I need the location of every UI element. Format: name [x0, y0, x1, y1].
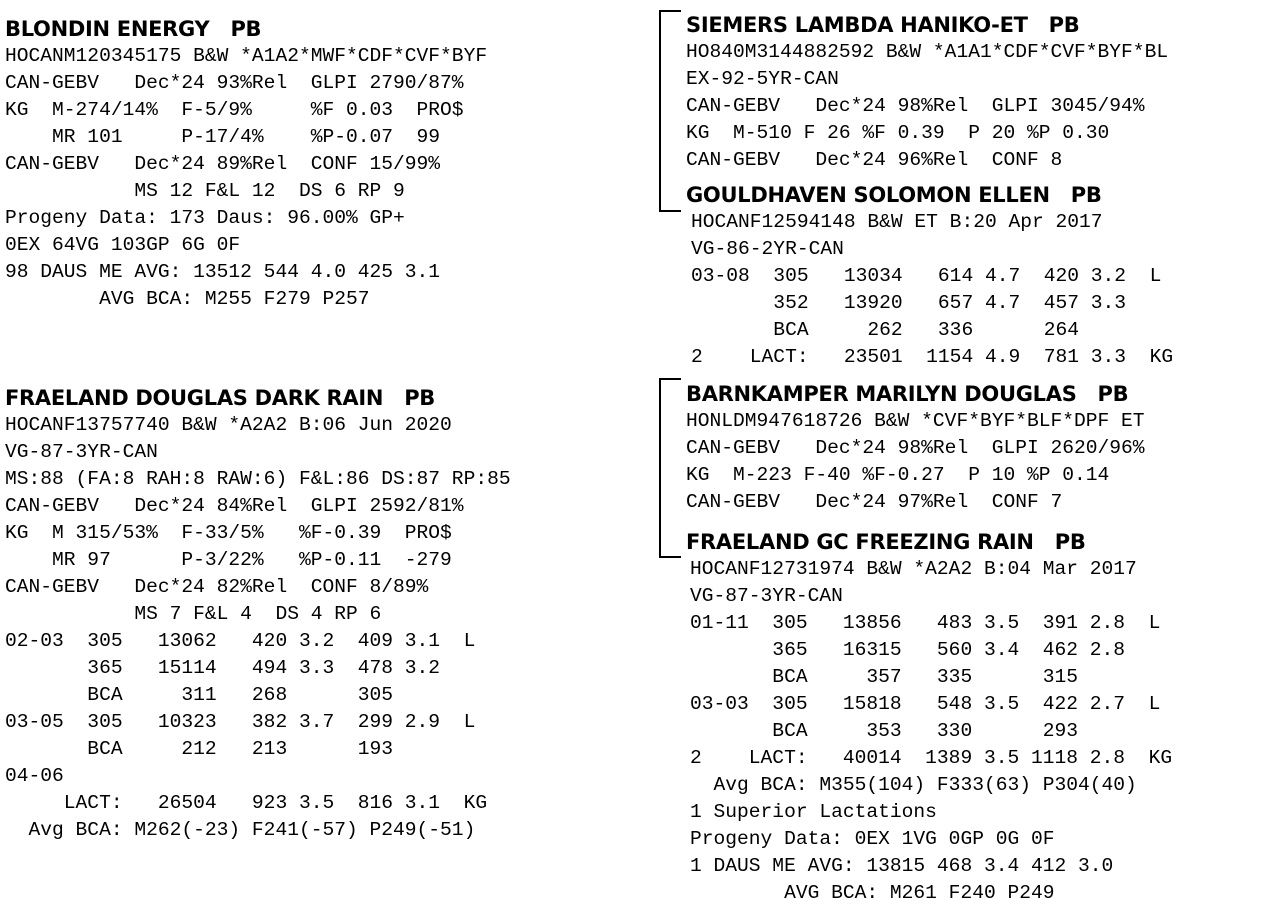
lactation-line: BCA 311 268 305 [5, 684, 394, 706]
lactation-line: 365 16315 560 3.4 462 2.8 [690, 639, 1126, 661]
detail-line: HOCANF12731974 B&W *A2A2 B:04 Mar 2017 [690, 558, 1137, 580]
animal-name: BLONDIN ENERGY PB [5, 17, 262, 41]
pedigree-bracket-dam [659, 378, 681, 558]
detail-line: 98 DAUS ME AVG: 13512 544 4.0 425 3.1 [5, 261, 441, 283]
detail-line: CAN-GEBV Dec*24 98%Rel GLPI 3045/94% [686, 95, 1145, 117]
lactation-line: 03-08 305 13034 614 4.7 420 3.2 L [691, 265, 1162, 287]
animal-name: FRAELAND GC FREEZING RAIN PB [686, 530, 1086, 554]
detail-line: HO840M3144882592 B&W *A1A1*CDF*CVF*BYF*BL [686, 41, 1169, 63]
detail-line: 1 DAUS ME AVG: 13815 468 3.4 412 3.0 [690, 855, 1114, 877]
detail-line: AVG BCA: M255 F279 P257 [5, 288, 370, 310]
pedigree-bracket-sire [659, 10, 681, 212]
detail-line: CAN-GEBV Dec*24 82%Rel CONF 8/89% [5, 576, 429, 598]
detail-line: MS 12 F&L 12 DS 6 RP 9 [5, 180, 405, 202]
detail-line: KG M-510 F 26 %F 0.39 P 20 %P 0.30 [686, 122, 1110, 144]
lactation-line: 04-06 [5, 765, 64, 787]
detail-line: CAN-GEBV Dec*24 97%Rel CONF 7 [686, 491, 1063, 513]
lactation-line: 01-11 305 13856 483 3.5 391 2.8 L [690, 612, 1161, 634]
detail-line: CAN-GEBV Dec*24 84%Rel GLPI 2592/81% [5, 495, 464, 517]
detail-line: HOCANM120345175 B&W *A1A2*MWF*CDF*CVF*BYF [5, 45, 488, 67]
detail-line: MR 97 P-3/22% %P-0.11 -279 [5, 549, 452, 571]
detail-line: Progeny Data: 0EX 1VG 0GP 0G 0F [690, 828, 1055, 850]
animal-name: SIEMERS LAMBDA HANIKO-ET PB [686, 13, 1080, 37]
pedigree-entry-marilyn [686, 381, 1145, 516]
detail-line: KG M-274/14% F-5/9% %F 0.03 PRO$ [5, 99, 464, 121]
lactation-line: 352 13920 657 4.7 457 3.3 [691, 292, 1127, 314]
detail-line: 0EX 64VG 103GP 6G 0F [5, 234, 241, 256]
lactation-line: 03-03 305 15818 548 3.5 422 2.7 L [690, 693, 1161, 715]
detail-line: MS:88 (FA:8 RAH:8 RAW:6) F&L:86 DS:87 RP:85 [5, 468, 511, 490]
pedigree-entry-siemers [686, 12, 1168, 174]
detail-line: KG M 315/53% F-33/5% %F-0.39 PRO$ [5, 522, 452, 544]
detail-line: EX-92-5YR-CAN [686, 68, 839, 90]
lactation-line: BCA 212 213 193 [5, 738, 394, 760]
detail-line: CAN-GEBV Dec*24 96%Rel CONF 8 [686, 149, 1063, 171]
detail-line: VG-87-3YR-CAN [690, 585, 843, 607]
lactation-line: BCA 353 330 293 [690, 720, 1079, 742]
detail-line: VG-86-2YR-CAN [691, 238, 844, 260]
detail-line: CAN-GEBV Dec*24 98%Rel GLPI 2620/96% [686, 437, 1145, 459]
detail-line: CAN-GEBV Dec*24 89%Rel CONF 15/99% [5, 153, 441, 175]
lactation-line: BCA 262 336 264 [691, 319, 1080, 341]
detail-line: HOCANF13757740 B&W *A2A2 B:06 Jun 2020 [5, 414, 452, 436]
lactation-line: 365 15114 494 3.3 478 3.2 [5, 657, 441, 679]
detail-line: 1 Superior Lactations [690, 801, 937, 823]
detail-line: MR 101 P-17/4% %P-0.07 99 [5, 126, 441, 148]
detail-line: HOCANF12594148 B&W ET B:20 Apr 2017 [691, 211, 1103, 233]
detail-line: Progeny Data: 173 Daus: 96.00% GP+ [5, 207, 405, 229]
detail-line: KG M-223 F-40 %F-0.27 P 10 %P 0.14 [686, 464, 1110, 486]
lactation-line: 2 LACT: 40014 1389 3.5 1118 2.8 KG [690, 747, 1173, 769]
lactation-line: BCA 357 335 315 [690, 666, 1079, 688]
detail-line: HONLDM947618726 B&W *CVF*BYF*BLF*DPF ET [686, 410, 1145, 432]
detail-line: AVG BCA: M261 F240 P249 [690, 882, 1055, 904]
pedigree-entry-ellen [686, 182, 1173, 371]
detail-line: Avg BCA: M355(104) F333(63) P304(40) [690, 774, 1137, 796]
lactation-line: 2 LACT: 23501 1154 4.9 781 3.3 KG [691, 346, 1174, 368]
animal-name: FRAELAND DOUGLAS DARK RAIN PB [5, 386, 435, 410]
detail-line: VG-87-3YR-CAN [5, 441, 158, 463]
pedigree-entry-freezing [686, 529, 1172, 907]
pedigree-entry-blondin [5, 16, 487, 313]
lactation-line: 02-03 305 13062 420 3.2 409 3.1 L [5, 630, 476, 652]
lactation-line: 03-05 305 10323 382 3.7 299 2.9 L [5, 711, 476, 733]
detail-line: Avg BCA: M262(-23) F241(-57) P249(-51) [5, 819, 476, 841]
pedigree-entry-douglas [5, 385, 511, 844]
animal-name: BARNKAMPER MARILYN DOUGLAS PB [686, 382, 1129, 406]
animal-name: GOULDHAVEN SOLOMON ELLEN PB [686, 183, 1102, 207]
detail-line: MS 7 F&L 4 DS 4 RP 6 [5, 603, 382, 625]
lactation-line: LACT: 26504 923 3.5 816 3.1 KG [5, 792, 488, 814]
detail-line: CAN-GEBV Dec*24 93%Rel GLPI 2790/87% [5, 72, 464, 94]
